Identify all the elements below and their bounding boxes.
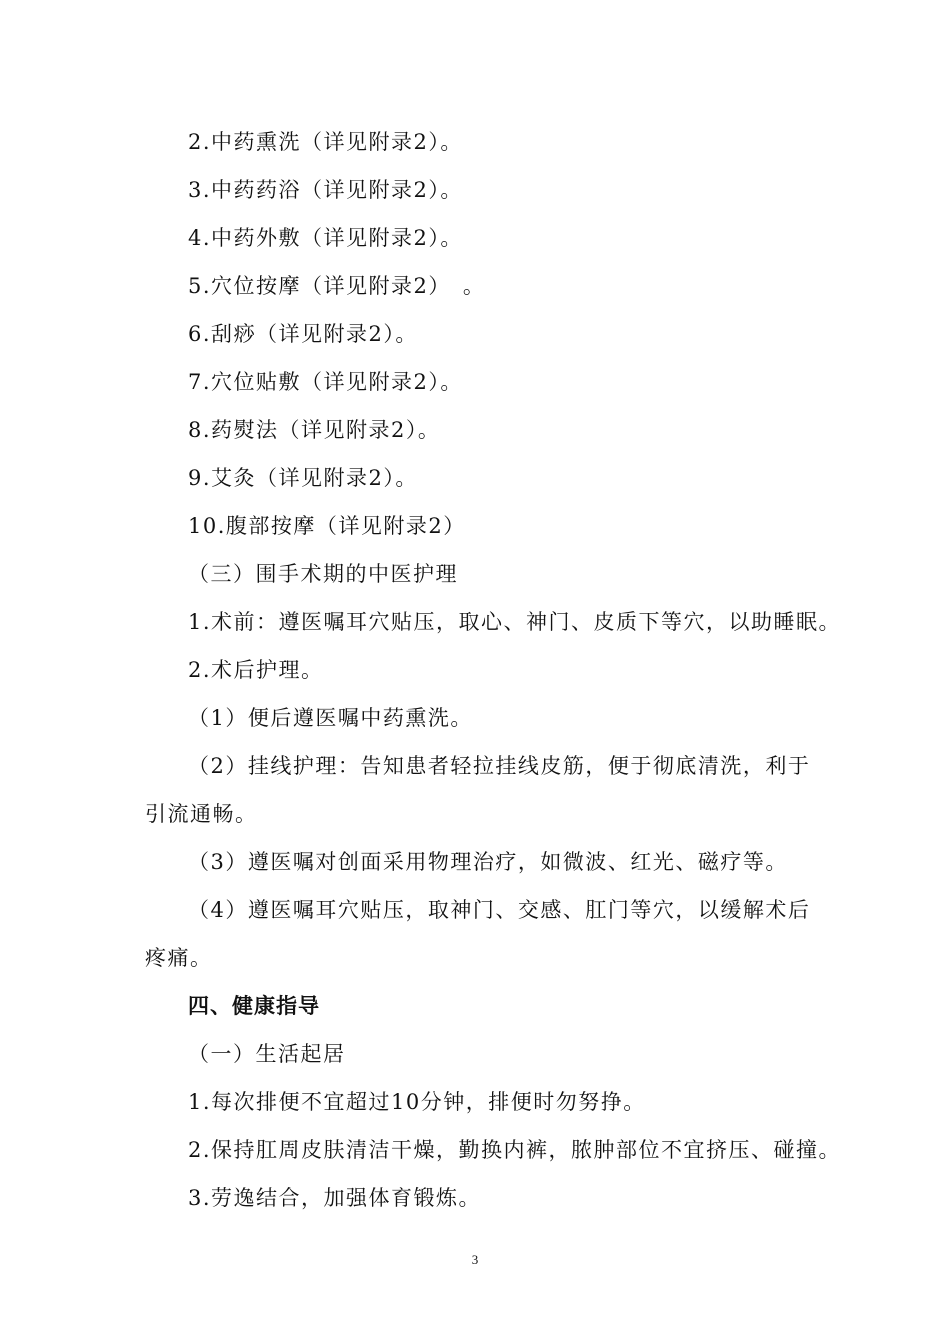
paragraph-postoperative-item-1: （1）便后遵医嘱中药熏洗。 [188, 706, 473, 730]
subsection-heading-daily-life: （一）生活起居 [188, 1042, 346, 1066]
section-heading-perioperative-care: （三）围手术期的中医护理 [188, 562, 458, 586]
paragraph-postoperative-item-2: （2）挂线护理：告知患者轻拉挂线皮筋，便于彻底清洗，利于 [188, 754, 811, 778]
paragraph-postoperative-item-4-continued: 疼痛。 [145, 946, 213, 970]
list-item-external-application: 4.中药外敷（详见附录2）。 [188, 226, 463, 250]
paragraph-postoperative-title: 2.术后护理。 [188, 658, 324, 682]
list-item-acupoint-application: 7.穴位贴敷（详见附录2）。 [188, 370, 463, 394]
list-item-acupoint-massage: 5.穴位按摩（详见附录2） 。 [188, 274, 486, 298]
list-item-abdominal-massage: 10.腹部按摩（详见附录2） [188, 514, 466, 538]
paragraph-daily-life-item-2: 2.保持肛周皮肤清洁干燥，勤换内裤，脓肿部位不宜挤压、碰撞。 [188, 1138, 842, 1162]
paragraph-postoperative-item-2-continued: 引流通畅。 [145, 802, 258, 826]
list-item-herbal-bath: 3.中药药浴（详见附录2）。 [188, 178, 463, 202]
list-item-moxibustion: 9.艾灸（详见附录2）。 [188, 466, 418, 490]
list-item-chinese-herbal-fumigation: 2.中药熏洗（详见附录2）。 [188, 130, 463, 154]
section-heading-health-guidance: 四、健康指导 [188, 994, 320, 1018]
paragraph-postoperative-item-3: （3）遵医嘱对创面采用物理治疗，如微波、红光、磁疗等。 [188, 850, 788, 874]
paragraph-daily-life-item-3: 3.劳逸结合，加强体育锻炼。 [188, 1186, 482, 1210]
list-item-hot-compress: 8.药熨法（详见附录2）。 [188, 418, 441, 442]
paragraph-preoperative: 1.术前：遵医嘱耳穴贴压，取心、神门、皮质下等穴，以助睡眠。 [188, 610, 842, 634]
list-item-scraping: 6.刮痧（详见附录2）。 [188, 322, 418, 346]
paragraph-daily-life-item-1: 1.每次排便不宜超过10分钟，排便时勿努挣。 [188, 1090, 646, 1114]
paragraph-postoperative-item-4: （4）遵医嘱耳穴贴压，取神门、交感、肛门等穴，以缓解术后 [188, 898, 811, 922]
page-number: 3 [471, 1252, 479, 1267]
